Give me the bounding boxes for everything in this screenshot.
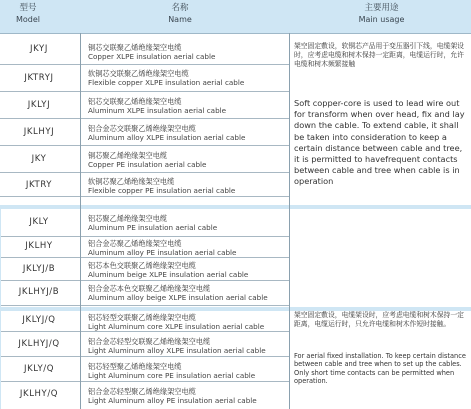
cable-name: 软铜芯交联聚乙烯绝缘架空电缆 Flexible copper XLPE insulation aerial cable — [88, 69, 245, 87]
cable-name: 软铜芯聚乙烯绝缘架空电缆 Flexible copper PE insulation aerial cable — [88, 177, 236, 195]
model-code: JKTRYJ — [24, 73, 54, 83]
cable-name: 铝芯交联聚乙烯绝缘架空电缆 Aluminum XLPE insulation aerial cable — [88, 97, 227, 115]
usage-zh-2: 架空固定敷设，电缆架设时，应考虑电缆和树木保持一定距离，电缆运行时，只允许电缆和树木作短时接触。 — [294, 311, 464, 328]
cable-name: 铝芯本色交联聚乙烯绝缘架空电缆 Aluminum beige XLPE insulation aerial cable — [88, 261, 249, 279]
model-code: JKY — [31, 154, 47, 164]
table-header — [0, 0, 471, 34]
model-code: JKLHYJ/B — [18, 287, 60, 297]
column-divider — [289, 33, 290, 409]
row-divider — [0, 356, 289, 357]
model-code: JKLHY/Q — [19, 389, 59, 399]
cable-name: 铝合金芯轻型交联聚乙烯绝缘架空电缆 Light Aluminum alloy XLPE insulation aerial cable — [88, 337, 266, 355]
header-usage: 主要用途 Main usage — [358, 3, 405, 24]
row-divider — [0, 305, 289, 306]
row-divider — [0, 236, 289, 237]
model-code: JKLY — [29, 217, 49, 227]
cable-name: 铝芯聚乙烯绝缘架空电缆 Aluminum PE insulation aerial cable — [88, 214, 218, 232]
row-divider — [0, 257, 289, 258]
header-model: 型号 Model — [15, 3, 41, 24]
row-divider — [0, 196, 289, 197]
cable-name: 铝合金芯轻型聚乙烯绝缘架空电缆 Light Aluminum alloy PE insulation aerial cable — [88, 387, 257, 405]
row-divider — [0, 381, 289, 382]
row-divider — [80, 64, 289, 65]
model-code: JKLHY — [25, 241, 53, 251]
row-divider — [0, 331, 289, 332]
model-code: JKTRY — [25, 180, 53, 190]
cable-name: 铝合金芯聚乙烯绝缘架空电缆 Aluminum alloy PE insulation aerial cable — [88, 239, 237, 257]
row-divider — [0, 91, 289, 92]
model-code: JKLYJ/Q — [22, 315, 56, 325]
column-divider — [0, 205, 1, 409]
usage-zh-1: 架空固定敷设，软铜芯产品用于变压器引下线，电缆架设时，应考虑电缆和树木保持一定距离，电缆运行时，允许电缆和树木频繁接触 — [294, 42, 464, 68]
group-separator — [0, 205, 471, 209]
row-divider — [0, 145, 289, 146]
row-divider — [0, 118, 289, 119]
row-divider — [0, 172, 289, 173]
column-divider — [80, 33, 81, 409]
cable-name: 铝芯轻型聚乙烯绝缘架空电缆 Light Aluminum core PE insulation aerial cable — [88, 362, 256, 380]
cable-name: 铝合金芯交联聚乙烯绝缘架空电缆 Aluminum alloy XLPE insulation aerial cable — [88, 124, 246, 142]
usage-en-1: Soft copper-core is used to lead wire out for transform when over head, fix and lay down the cable. To extend cable, it shall be taken into consideration to keep a certain distance between cable and tree, it is permitted to havefrequent contacts between cable and tree when cable is in operation — [294, 98, 465, 187]
usage-en-2: For aerial fixed installation. To keep certain distance between cable and tree when to set up the cables. Only short time contacts can be permitted when operation. — [294, 352, 466, 385]
cable-name: 铝芯轻型交联聚乙烯绝缘架空电缆 Light Aluminum core XLPE insulation aerial cable — [88, 313, 265, 331]
model-code: JKLY/Q — [23, 364, 55, 374]
row-divider — [0, 280, 289, 281]
cable-name: 铜芯聚乙烯绝缘架空电缆 Copper PE insulation aerial cable — [88, 151, 207, 169]
model-code: JKLHYJ/Q — [18, 339, 60, 349]
cable-name: 铜芯交联聚乙烯绝缘架空电缆 Copper XLPE insulation aerial cable — [88, 43, 216, 61]
cable-name: 铝合金芯本色交联聚乙烯绝缘架空电缆 Aluminum alloy beige XLPE insulation aerial cable — [88, 284, 268, 302]
model-code: JKLYJ — [27, 100, 51, 110]
model-code: JKYJ — [30, 44, 48, 54]
row-divider — [0, 64, 80, 65]
model-code: JKLHYJ — [23, 127, 55, 137]
header-name: 名称 Name — [168, 3, 192, 24]
model-code: JKLYJ/B — [22, 264, 56, 274]
